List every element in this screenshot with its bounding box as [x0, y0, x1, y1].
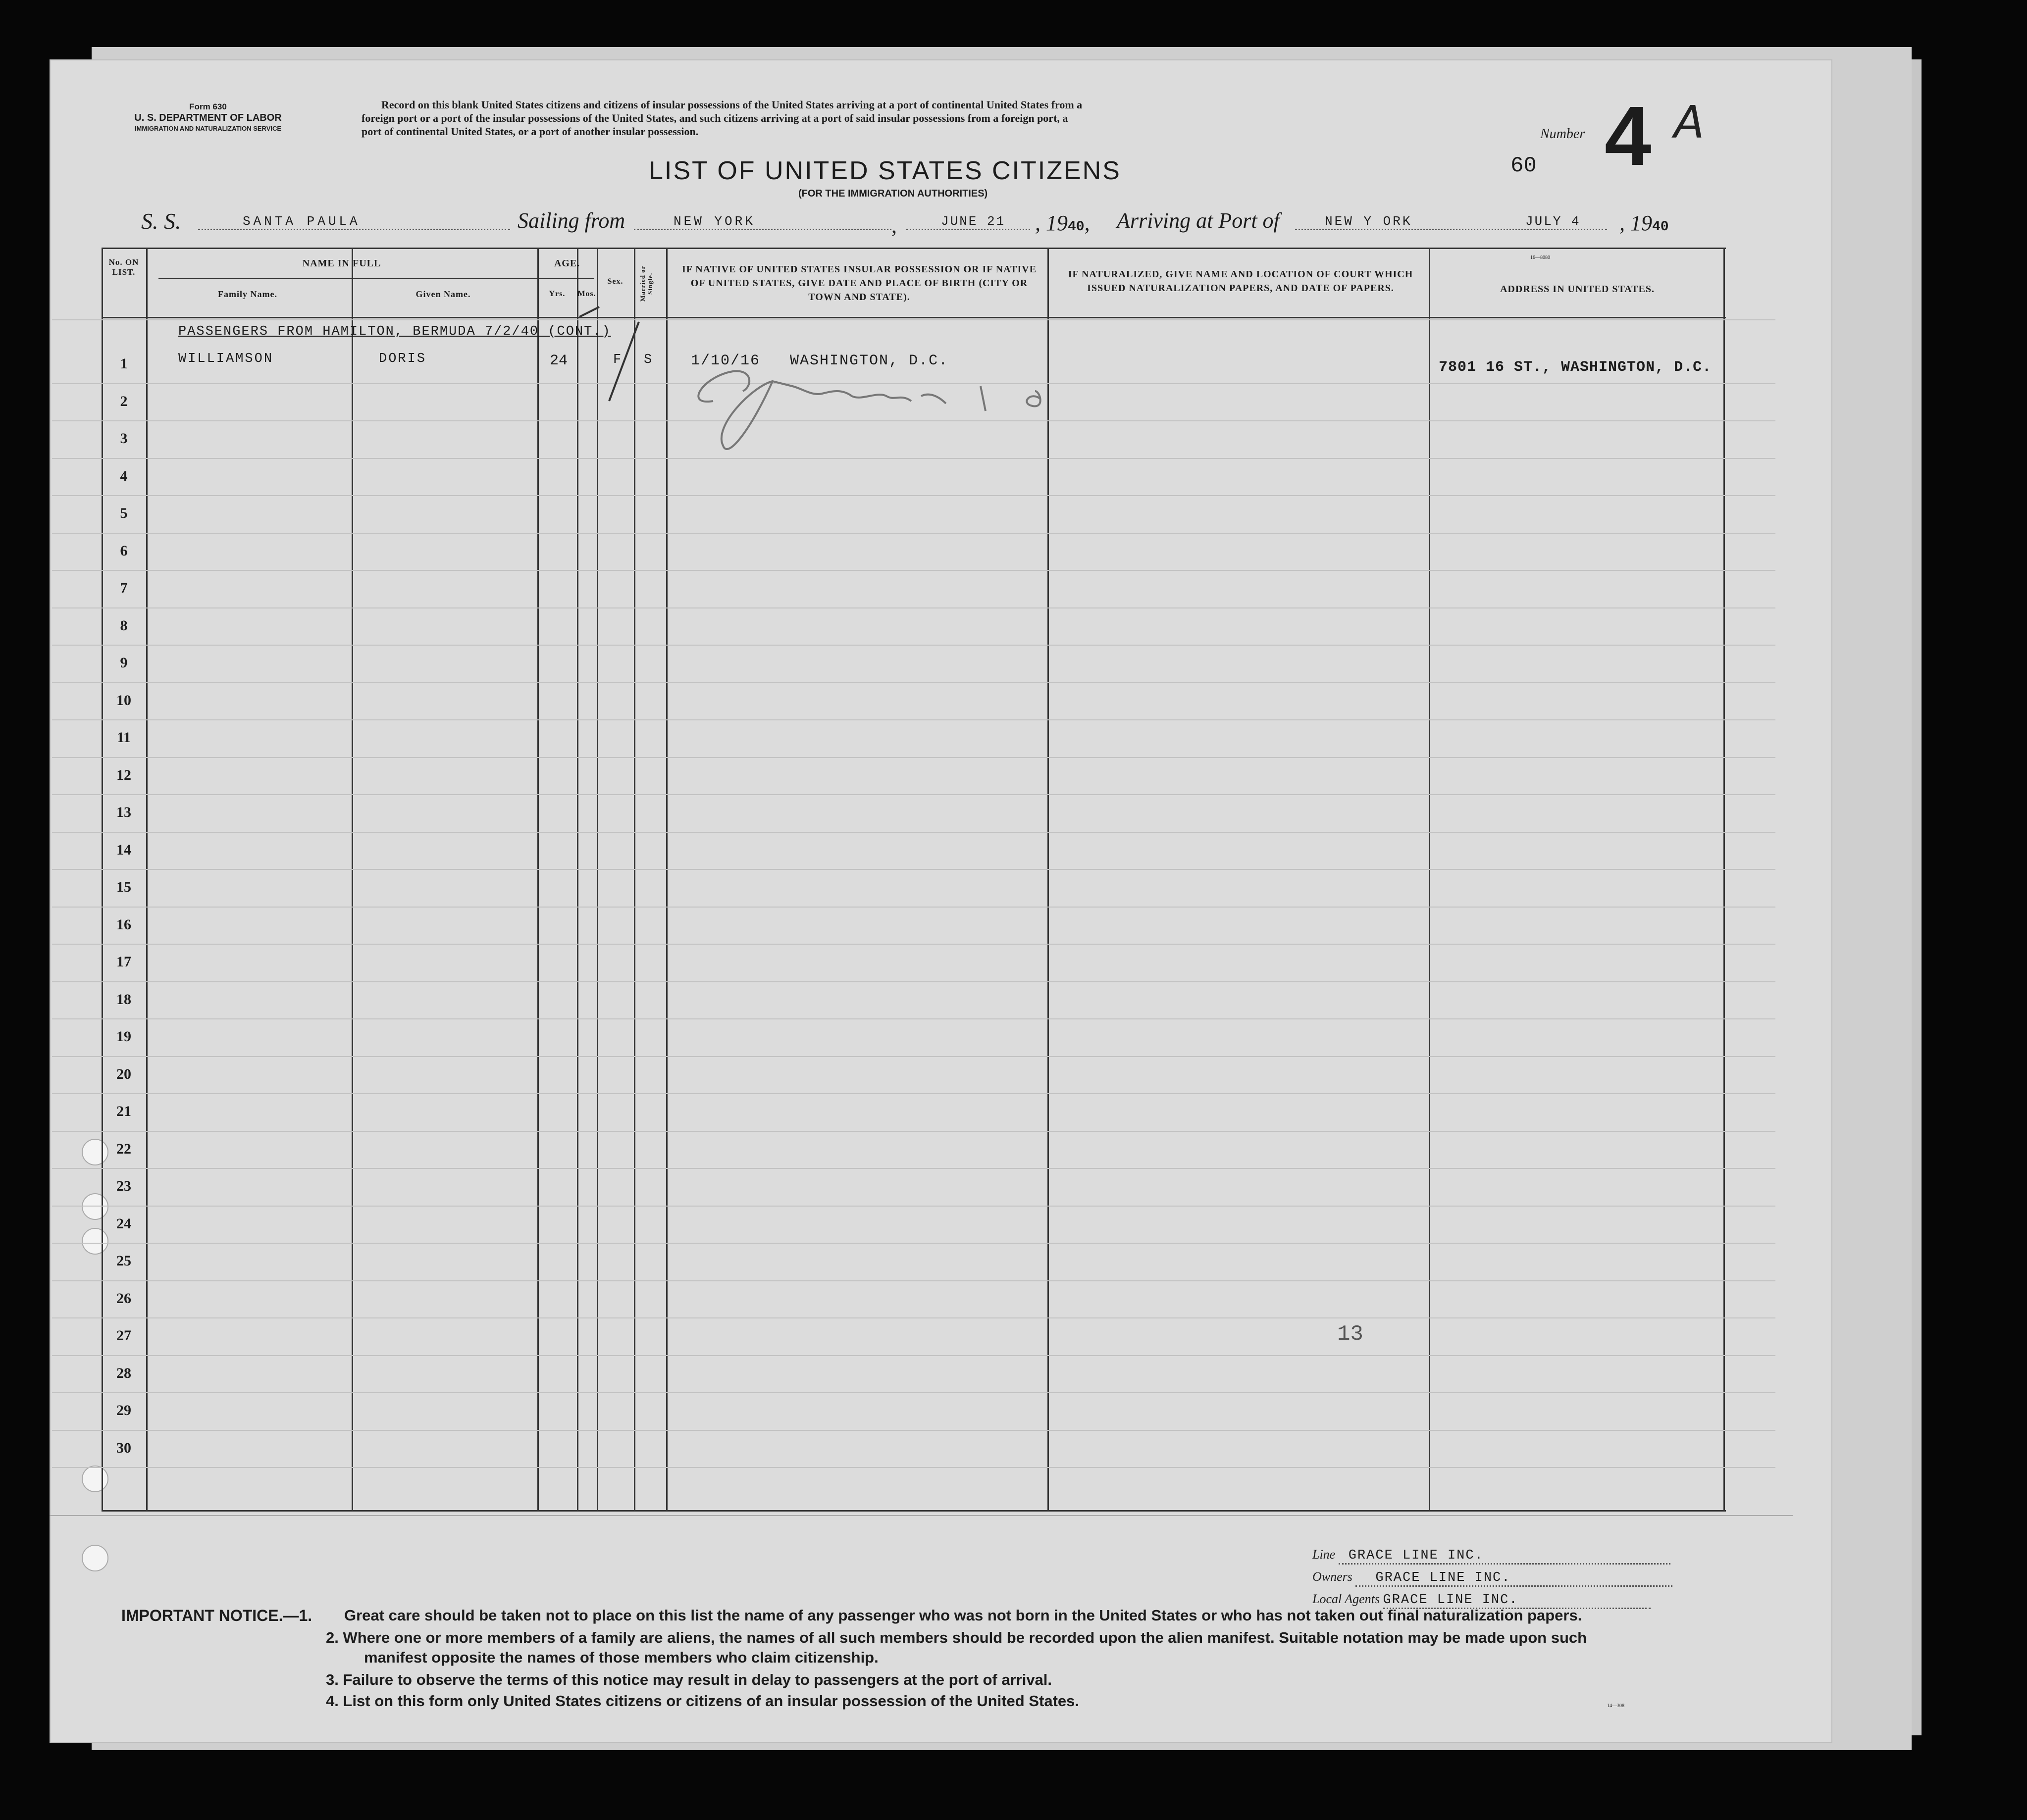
agents-label: Local Agents: [1312, 1592, 1380, 1606]
row-rule: [52, 1467, 1775, 1468]
row-number: 14: [116, 841, 131, 858]
arriving-year-prefix: 19: [1630, 211, 1652, 235]
row-number: 1: [120, 355, 128, 372]
arriving-date: JULY 4: [1510, 214, 1619, 229]
row-number: 21: [116, 1103, 131, 1119]
owners-value: GRACE LINE INC.: [1355, 1570, 1672, 1587]
row-rule: [52, 1317, 1775, 1318]
row-number: 5: [120, 505, 128, 521]
row-number: 29: [116, 1402, 131, 1418]
row-rule: [52, 869, 1775, 870]
record-line-1: Record on this blank United States citizens and citizens of insular possessions of the United States arriving at a port of continental United States from a: [381, 99, 1083, 111]
notice-heading: IMPORTANT NOTICE.—1.: [121, 1607, 312, 1624]
row-rule: [52, 719, 1775, 720]
row-number: 12: [116, 766, 131, 783]
record-line-3: port of continental United States, or a port of another insular possession.: [362, 125, 699, 138]
row-rule: [52, 794, 1775, 795]
row-rule: [52, 1392, 1775, 1393]
page-title: LIST OF UNITED STATES CITIZENS: [649, 156, 1121, 185]
row-number: 7: [120, 580, 128, 596]
row-number: 4: [120, 467, 128, 484]
row-number: 2: [120, 393, 128, 409]
row-rule: [52, 944, 1775, 945]
row-number: 6: [120, 542, 128, 559]
row-rule: [52, 907, 1775, 908]
sailing-year-suffix: 40: [1068, 219, 1085, 235]
ship-name: SANTA PAULA: [198, 214, 510, 230]
row-number: 17: [116, 954, 131, 970]
notice-4: 4. List on this form only United States citizens or citizens of an insular possession of the United States.: [326, 1692, 1079, 1710]
col-married-single: Married or Single.: [639, 265, 654, 302]
row-number: 13: [116, 804, 131, 820]
row-rule: [52, 645, 1775, 646]
ss-label: S. S.: [141, 208, 181, 234]
inspector-signature: [495, 297, 1090, 465]
printer-mark: 16—8080: [1530, 255, 1550, 260]
row-number: 3: [120, 430, 128, 447]
col-age: AGE.: [554, 258, 580, 269]
row-rule: [52, 832, 1775, 833]
row-rule: [52, 981, 1775, 982]
col-address: ADDRESS IN UNITED STATES.: [1500, 284, 1655, 295]
row-number: 8: [120, 617, 128, 634]
notice-2a: 2. Where one or more members of a family are aliens, the names of all such members should be recorded upon the alien manifest. Suitable notation may be made upon such: [326, 1629, 1587, 1646]
stamp-13: 13: [1337, 1322, 1363, 1347]
notice-1: Great care should be taken not to place on this list the name of any passenger who was not born in the United States or who has not taken out final naturalization papers.: [344, 1607, 1582, 1624]
line-value: GRACE LINE INC.: [1339, 1548, 1670, 1565]
service-label: IMMIGRATION AND NATURALIZATION SERVICE: [134, 125, 282, 132]
row-number: 15: [116, 879, 131, 895]
col-no-on-list: No. ON LIST.: [108, 257, 139, 277]
row-number: 19: [116, 1028, 131, 1045]
row-number: 25: [116, 1253, 131, 1269]
col-age-mos: Mos.: [577, 290, 596, 298]
row-rule: [52, 682, 1775, 683]
row-rule: [52, 570, 1775, 571]
sailing-from: NEW YORK: [634, 214, 891, 230]
row-rule: [52, 757, 1775, 758]
col-given-name: Given Name.: [416, 289, 471, 299]
arriving-year-suffix: 40: [1652, 219, 1669, 235]
row-rule: [52, 495, 1775, 496]
passenger-family-name: WILLIAMSON: [178, 352, 274, 366]
row-rule: [52, 1280, 1775, 1281]
row-number: 27: [116, 1327, 131, 1344]
col-naturalized: IF NATURALIZED, GIVE NAME AND LOCATION OF COURT WHICH ISSUED NATURALIZATION PAPERS, AND DATE OF PAPERS.: [1068, 269, 1413, 294]
arriving-label: Arriving at Port of: [1117, 208, 1280, 233]
page-subtitle: (FOR THE IMMIGRATION AUTHORITIES): [798, 188, 988, 199]
punch-hole: [82, 1466, 108, 1492]
form-code: 14—308: [1607, 1703, 1624, 1709]
agents-value: GRACE LINE INC.: [1383, 1593, 1651, 1609]
row-rule: [52, 1430, 1775, 1431]
passenger-age: 24: [550, 353, 568, 369]
row-number: 28: [116, 1365, 131, 1381]
row-rule: [52, 1131, 1775, 1132]
passenger-sex: F: [613, 353, 622, 367]
passenger-birth: 1/10/16 WASHINGTON, D.C.: [691, 353, 949, 369]
form-id-block: [114, 101, 302, 134]
row-number: 10: [116, 692, 131, 708]
record-instructions: [362, 98, 1471, 138]
row-rule: [52, 1056, 1775, 1057]
row-rule: [52, 1018, 1775, 1019]
form-number: Form 630: [189, 102, 227, 111]
col-family-name: Family Name.: [218, 289, 277, 299]
row-number: 23: [116, 1178, 131, 1194]
list-suffix: A: [1674, 97, 1705, 149]
passenger-given-name: DORIS: [379, 352, 427, 366]
notice-2b: manifest opposite the names of those members who claim citizenship.: [364, 1649, 879, 1666]
line-label: Line: [1312, 1547, 1336, 1562]
row-number: 26: [116, 1290, 131, 1307]
row-rule: [52, 1093, 1775, 1094]
owners-field: [1312, 1569, 1709, 1587]
department-label: U. S. DEPARTMENT OF LABOR: [134, 112, 282, 123]
record-line-2: foreign port or a port of the insular possessions of the United States, and such citizens arriving at a port of said insular possessions from a foreign port, a: [362, 112, 1068, 124]
punch-hole: [82, 1545, 108, 1571]
row-number: 30: [116, 1439, 131, 1456]
row-rule: [52, 1168, 1775, 1169]
section-heading: PASSENGERS FROM HAMILTON, BERMUDA 7/2/40 (CONT.): [178, 324, 611, 339]
col-name-in-full: NAME IN FULL: [302, 258, 381, 269]
sailing-label: Sailing from: [518, 208, 625, 233]
row-rule: [52, 1355, 1775, 1356]
sailing-date: JUNE 21: [906, 214, 1030, 230]
col-age-yrs: Yrs.: [549, 290, 566, 298]
row-number: 16: [116, 916, 131, 933]
row-rule: [52, 1243, 1775, 1244]
passenger-address: 7801 16 ST., WASHINGTON, D.C.: [1439, 359, 1712, 376]
owners-label: Owners: [1312, 1569, 1352, 1584]
sailing-year-prefix: 19: [1046, 211, 1068, 235]
line-field: [1312, 1547, 1709, 1565]
row-number: 11: [116, 729, 131, 746]
row-rule: [52, 607, 1775, 608]
arriving-port: NEW Y ORK: [1295, 214, 1607, 230]
row-number: 9: [120, 655, 128, 671]
row-number: 24: [116, 1215, 131, 1232]
stamp-60: 60: [1510, 153, 1537, 178]
notice-3: 3. Failure to observe the terms of this notice may result in delay to passengers at the port of arrival.: [326, 1671, 1052, 1688]
col-native-birth: IF NATIVE OF UNITED STATES INSULAR POSSESSION OR IF NATIVE OF UNITED STATES, GIVE DATE AND PLACE OF BIRTH (CITY OR TOWN AND STATE).: [681, 264, 1037, 303]
col-sex: Sex.: [607, 277, 624, 286]
row-rule: [52, 1206, 1775, 1207]
row-number: 18: [116, 991, 131, 1008]
table-top-rule: [102, 248, 1726, 249]
list-number: 4: [1605, 89, 1652, 183]
row-number: 20: [116, 1065, 131, 1082]
passenger-marital: S: [644, 353, 652, 367]
row-rule: [52, 533, 1775, 534]
number-label: Number: [1540, 126, 1585, 142]
row-number: 22: [116, 1140, 131, 1157]
